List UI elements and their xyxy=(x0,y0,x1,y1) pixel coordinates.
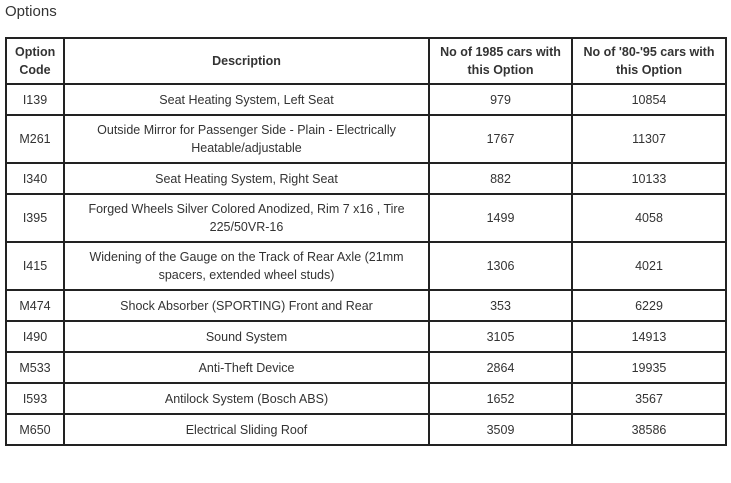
option-code-cell: I395 xyxy=(6,194,64,242)
description-cell: Forged Wheels Silver Colored Anodized, Rim 7 x16 , Tire 225/50VR-16 xyxy=(64,194,429,242)
option-code-cell: I139 xyxy=(6,84,64,115)
cars-80-95-cell: 38586 xyxy=(572,414,726,445)
cars-1985-cell: 1767 xyxy=(429,115,572,163)
cars-1985-cell: 353 xyxy=(429,290,572,321)
cars-1985-cell: 979 xyxy=(429,84,572,115)
table-row xyxy=(6,115,726,163)
table-header-row xyxy=(6,38,726,84)
table-row xyxy=(6,194,726,242)
header-cars-80-95: No of '80-'95 cars with this Option xyxy=(572,38,726,84)
table-row xyxy=(6,352,726,383)
options-table xyxy=(5,37,727,446)
description-cell: Anti-Theft Device xyxy=(64,352,429,383)
cars-80-95-cell: 19935 xyxy=(572,352,726,383)
table-row xyxy=(6,163,726,194)
description-cell: Sound System xyxy=(64,321,429,352)
description-cell: Outside Mirror for Passenger Side - Plain - Electrically Heatable/adjustable xyxy=(64,115,429,163)
cars-1985-cell: 1499 xyxy=(429,194,572,242)
cars-80-95-cell: 4058 xyxy=(572,194,726,242)
cars-1985-cell: 882 xyxy=(429,163,572,194)
cars-1985-cell: 2864 xyxy=(429,352,572,383)
description-cell: Seat Heating System, Left Seat xyxy=(64,84,429,115)
description-cell: Electrical Sliding Roof xyxy=(64,414,429,445)
option-code-cell: M261 xyxy=(6,115,64,163)
table-row xyxy=(6,414,726,445)
table-row xyxy=(6,290,726,321)
option-code-cell: M474 xyxy=(6,290,64,321)
cars-1985-cell: 1306 xyxy=(429,242,572,290)
description-cell: Widening of the Gauge on the Track of Rear Axle (21mm spacers, extended wheel studs) xyxy=(64,242,429,290)
option-code-cell: I593 xyxy=(6,383,64,414)
cars-1985-cell: 3105 xyxy=(429,321,572,352)
table-row xyxy=(6,84,726,115)
option-code-cell: M533 xyxy=(6,352,64,383)
option-code-cell: I490 xyxy=(6,321,64,352)
description-cell: Antilock System (Bosch ABS) xyxy=(64,383,429,414)
cars-80-95-cell: 10854 xyxy=(572,84,726,115)
header-cars-1985: No of 1985 cars with this Option xyxy=(429,38,572,84)
cars-1985-cell: 1652 xyxy=(429,383,572,414)
cars-80-95-cell: 4021 xyxy=(572,242,726,290)
cars-80-95-cell: 6229 xyxy=(572,290,726,321)
cars-1985-cell: 3509 xyxy=(429,414,572,445)
cars-80-95-cell: 3567 xyxy=(572,383,726,414)
table-row xyxy=(6,383,726,414)
description-cell: Seat Heating System, Right Seat xyxy=(64,163,429,194)
header-option-code: Option Code xyxy=(6,38,64,84)
cars-80-95-cell: 11307 xyxy=(572,115,726,163)
table-row xyxy=(6,321,726,352)
option-code-cell: I340 xyxy=(6,163,64,194)
page-title: Options xyxy=(5,3,57,20)
table-row xyxy=(6,242,726,290)
cars-80-95-cell: 10133 xyxy=(572,163,726,194)
description-cell: Shock Absorber (SPORTING) Front and Rear xyxy=(64,290,429,321)
header-description: Description xyxy=(64,38,429,84)
cars-80-95-cell: 14913 xyxy=(572,321,726,352)
option-code-cell: I415 xyxy=(6,242,64,290)
option-code-cell: M650 xyxy=(6,414,64,445)
